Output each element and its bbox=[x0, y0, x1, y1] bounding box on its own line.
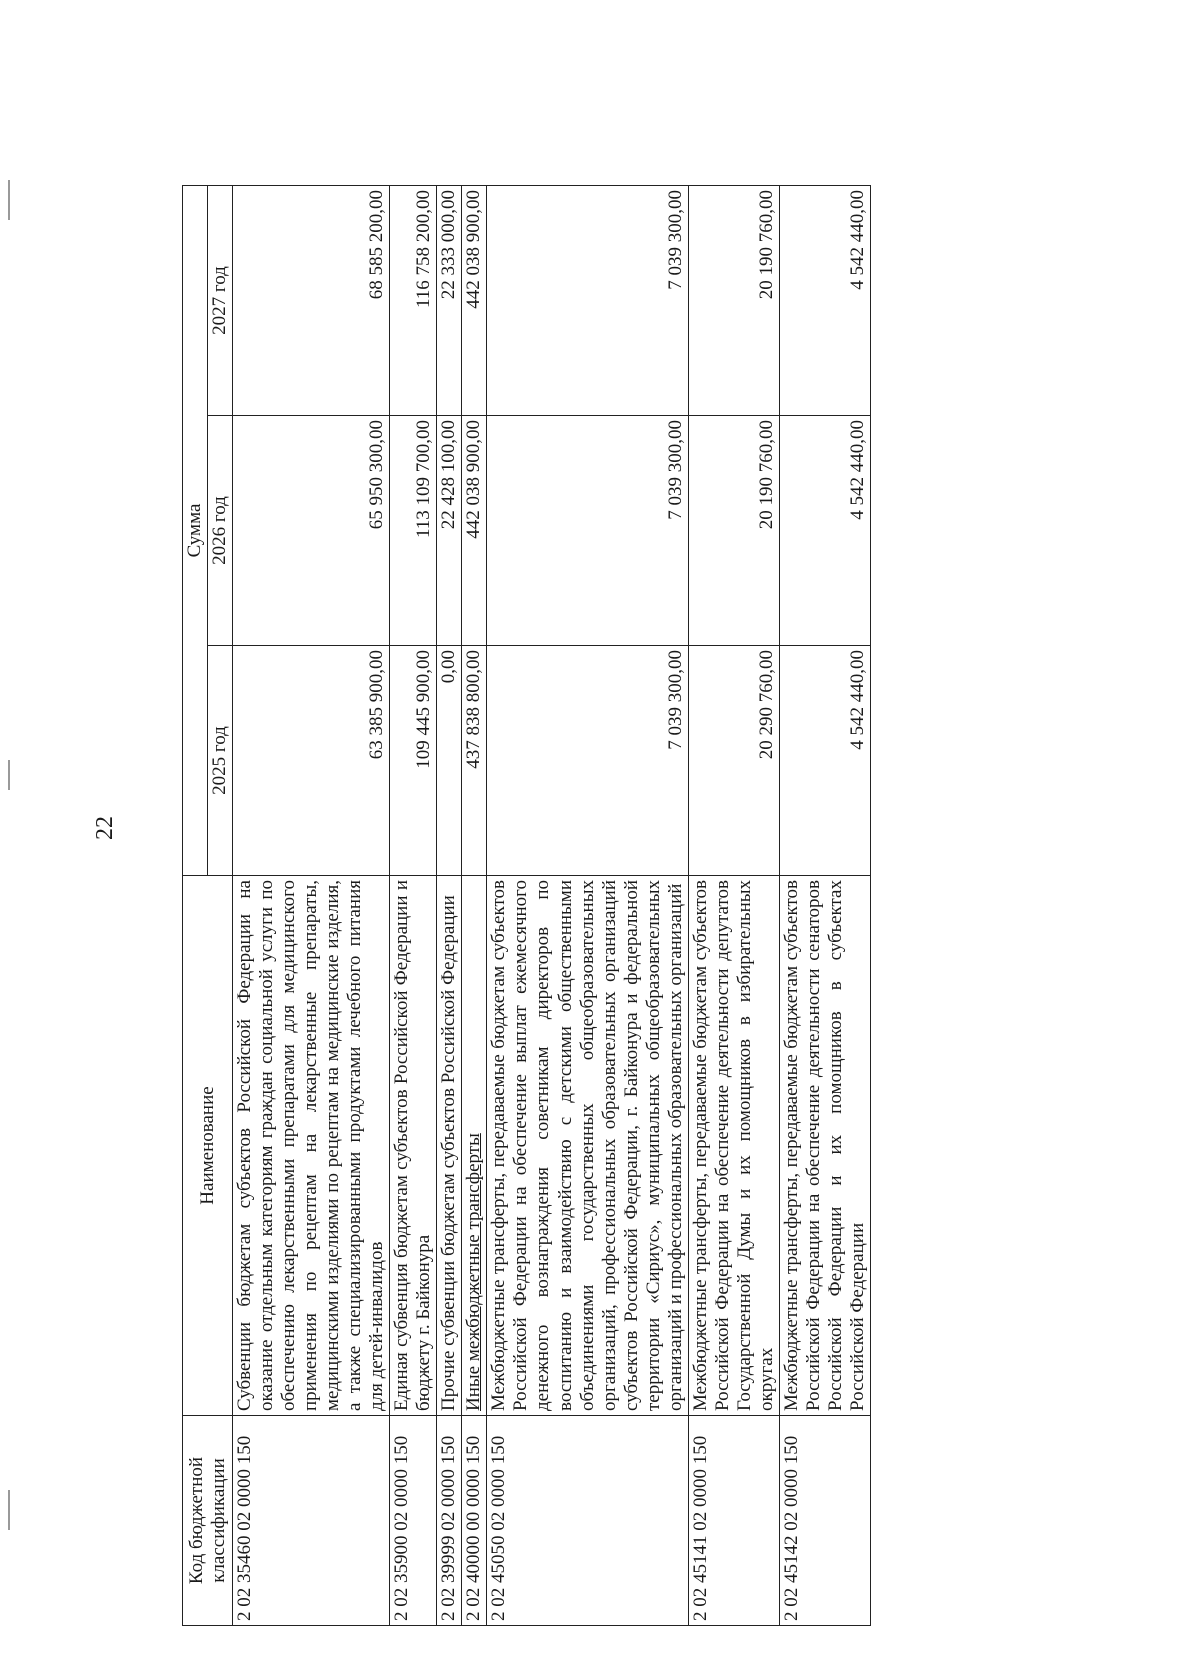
header-sum: Сумма bbox=[183, 186, 208, 876]
page-number: 22 bbox=[92, 816, 118, 840]
row-sum-2027: 442 038 900,00 bbox=[462, 186, 487, 416]
row-sum-2025: 437 838 800,00 bbox=[462, 646, 487, 876]
row-sum-2025: 0,00 bbox=[437, 646, 462, 876]
row-code: 2 02 45050 02 0000 150 bbox=[487, 1416, 688, 1626]
table-row bbox=[437, 186, 462, 1626]
row-sum-2027: 22 333 000,00 bbox=[437, 186, 462, 416]
row-name: Единая субвенция бюджетам субъектов Российской Федерации и бюджету г. Байконура bbox=[390, 876, 437, 1416]
header-name: Наименование bbox=[183, 876, 233, 1416]
row-code: 2 02 45142 02 0000 150 bbox=[779, 1416, 870, 1626]
table-row-total bbox=[462, 186, 487, 1626]
row-name: Межбюджетные трансферты, передаваемые бюджетам субъектов Российской Федерации на обеспечение деятельности сенаторов Российской Федерации и их помощников в субъектах Российской Федерации bbox=[779, 876, 870, 1416]
row-sum-2027: 68 585 200,00 bbox=[233, 186, 390, 416]
header-year-2026: 2026 год bbox=[208, 416, 233, 646]
row-sum-2026: 113 109 700,00 bbox=[390, 416, 437, 646]
table-row bbox=[233, 186, 390, 1626]
row-sum-2025: 63 385 900,00 bbox=[233, 646, 390, 876]
row-sum-2026: 7 039 300,00 bbox=[487, 416, 688, 646]
table-row bbox=[688, 186, 779, 1626]
scan-mark bbox=[8, 1490, 10, 1530]
row-name: Прочие субвенции бюджетам субъектов Российской Федерации bbox=[437, 876, 462, 1416]
table-row bbox=[487, 186, 688, 1626]
row-sum-2025: 109 445 900,00 bbox=[390, 646, 437, 876]
row-sum-2027: 116 758 200,00 bbox=[390, 186, 437, 416]
header-code: Код бюджетной классификации bbox=[183, 1416, 233, 1626]
row-code: 2 02 39999 02 0000 150 bbox=[437, 1416, 462, 1626]
row-sum-2025: 20 290 760,00 bbox=[688, 646, 779, 876]
row-name: Иные межбюджетные трансферты bbox=[462, 876, 487, 1416]
row-sum-2027: 20 190 760,00 bbox=[688, 186, 779, 416]
row-name: Субвенции бюджетам субъектов Российской Федерации на оказание отдельным категориям граждан социальной услуги по обеспечению лекарственными препаратами для медицинского применения по рецептам на лекарственные препараты, медицинскими изделиями по рецептам на медицинские изделия, а также специализированными продуктами лечебного питания для детей-инвалидов bbox=[233, 876, 390, 1416]
row-code: 2 02 35460 02 0000 150 bbox=[233, 1416, 390, 1626]
scan-mark bbox=[8, 760, 10, 790]
row-sum-2025: 4 542 440,00 bbox=[779, 646, 870, 876]
row-sum-2026: 22 428 100,00 bbox=[437, 416, 462, 646]
row-sum-2027: 7 039 300,00 bbox=[487, 186, 688, 416]
table-row bbox=[390, 186, 437, 1626]
table-row bbox=[779, 186, 870, 1626]
row-name: Межбюджетные трансферты, передаваемые бюджетам субъектов Российской Федерации на обеспечение деятельности депутатов Государственной Думы и их помощников в избирательных округах bbox=[688, 876, 779, 1416]
budget-table bbox=[182, 185, 871, 1626]
row-sum-2026: 4 542 440,00 bbox=[779, 416, 870, 646]
row-name: Межбюджетные трансферты, передаваемые бюджетам субъектов Российской Федерации на обеспечение выплат ежемесячного денежного вознаграждения советникам директоров по воспитанию и взаимодействию с детскими общественными объединениями государственных общеобразовательных организаций, профессиональных образовательных организаций субъектов Российской Федерации, г. Байконура и федеральной территории «Сириус», муниципальных общеобразовательных организаций и профессиональных образовательных организаций bbox=[487, 876, 688, 1416]
row-sum-2027: 4 542 440,00 bbox=[779, 186, 870, 416]
row-sum-2026: 442 038 900,00 bbox=[462, 416, 487, 646]
header-row bbox=[183, 186, 208, 1626]
row-code: 2 02 35900 02 0000 150 bbox=[390, 1416, 437, 1626]
row-code: 2 02 45141 02 0000 150 bbox=[688, 1416, 779, 1626]
scan-mark bbox=[8, 180, 10, 220]
header-year-2027: 2027 год bbox=[208, 186, 233, 416]
row-code: 2 02 40000 00 0000 150 bbox=[462, 1416, 487, 1626]
row-sum-2026: 65 950 300,00 bbox=[233, 416, 390, 646]
row-sum-2025: 7 039 300,00 bbox=[487, 646, 688, 876]
header-year-2025: 2025 год bbox=[208, 646, 233, 876]
row-sum-2026: 20 190 760,00 bbox=[688, 416, 779, 646]
